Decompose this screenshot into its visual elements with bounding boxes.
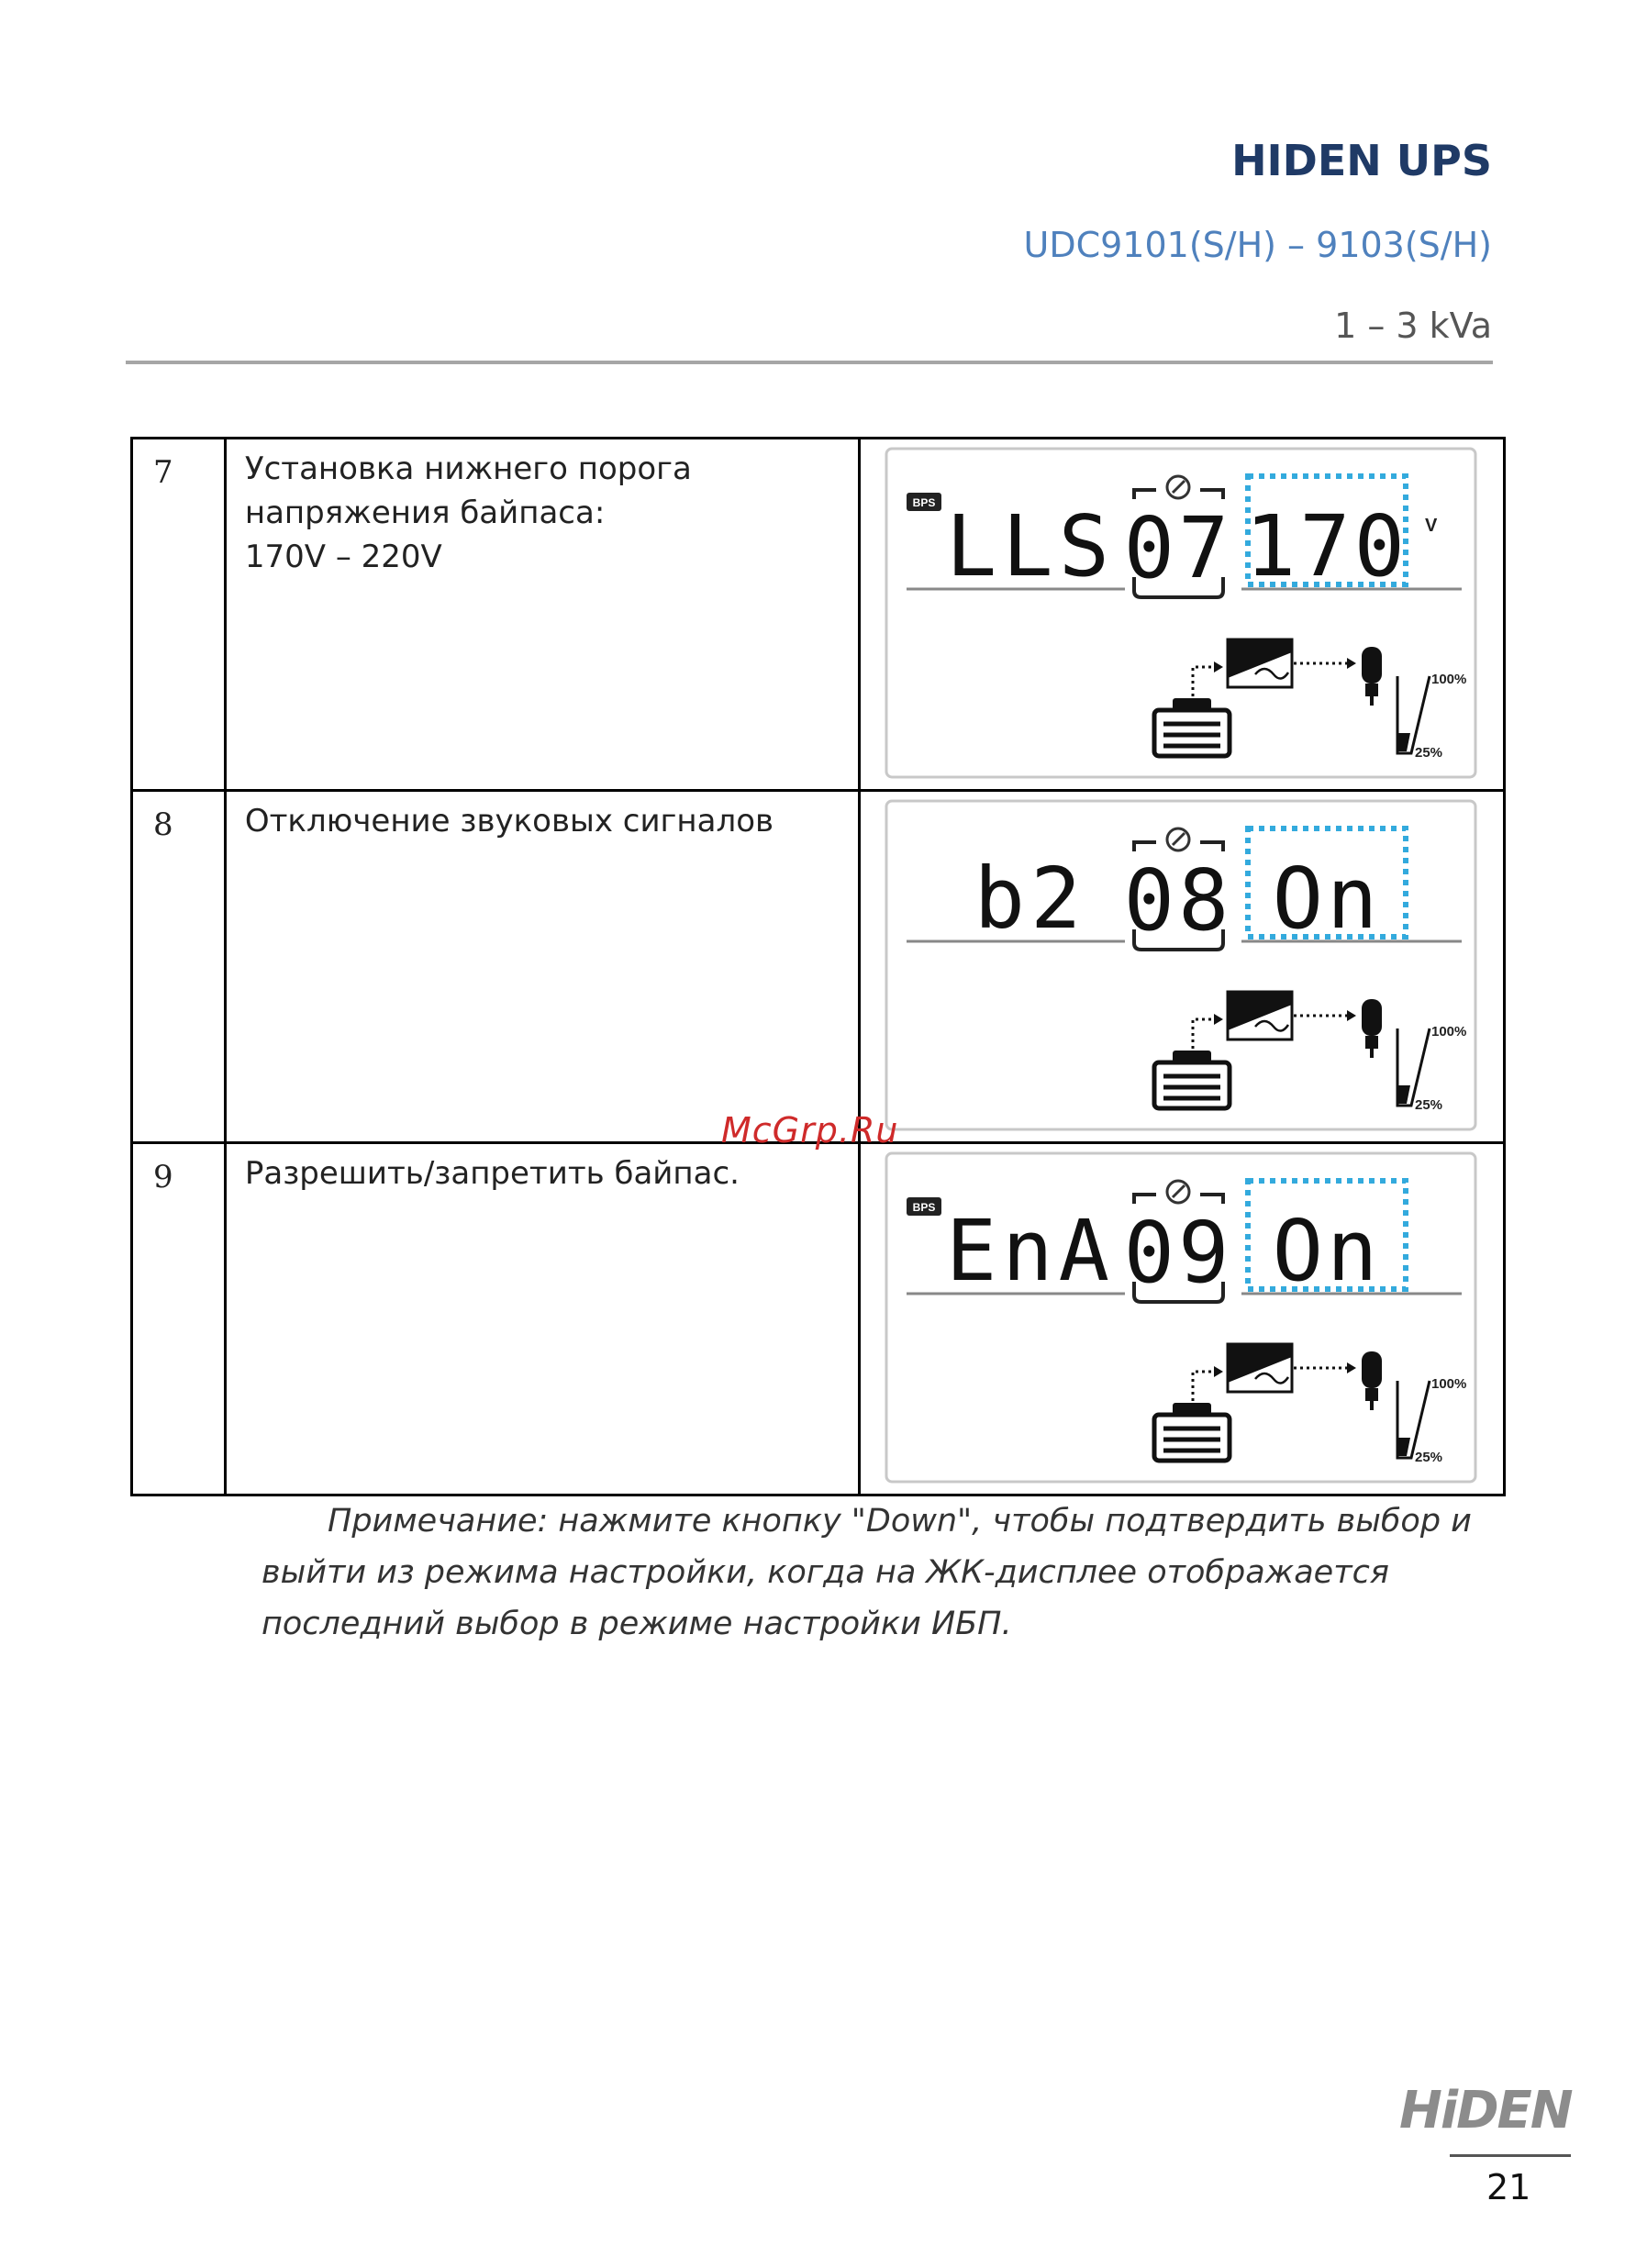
lcd-code: LLS bbox=[945, 497, 1116, 595]
inverter-fill bbox=[1228, 992, 1292, 1030]
flow-arrow bbox=[1214, 1366, 1223, 1377]
gauge-needle bbox=[1173, 481, 1185, 493]
flow-line bbox=[1193, 1019, 1214, 1049]
battery-terminal bbox=[1173, 1051, 1211, 1062]
bulb-base bbox=[1365, 684, 1378, 696]
brand-title: HIDEN UPS bbox=[1231, 136, 1492, 185]
lcd-display bbox=[861, 1144, 1503, 1494]
lcd-value: On bbox=[1272, 850, 1382, 948]
flow-arrow bbox=[1347, 658, 1356, 669]
lcd-display-cell bbox=[859, 791, 1504, 1143]
description-line: 170V – 220V bbox=[244, 539, 442, 575]
row-description bbox=[225, 1143, 859, 1495]
row-number: 9 bbox=[132, 1143, 226, 1495]
header-divider bbox=[126, 361, 1493, 364]
description-line: Установка нижнего порога bbox=[244, 450, 692, 487]
sine-wave bbox=[1255, 1373, 1288, 1384]
page-number: 21 bbox=[1486, 2167, 1531, 2207]
gauge-needle bbox=[1173, 833, 1185, 845]
bulb-base bbox=[1365, 1388, 1378, 1401]
table-row bbox=[132, 439, 1505, 791]
bulb-icon bbox=[1362, 647, 1382, 684]
load-min-label: 25% bbox=[1414, 1097, 1443, 1113]
inverter-fill bbox=[1228, 1344, 1292, 1383]
load-max-label: 100% bbox=[1430, 1376, 1467, 1392]
flow-arrow bbox=[1347, 1362, 1356, 1373]
sine-wave bbox=[1255, 669, 1288, 679]
battery-terminal bbox=[1173, 698, 1211, 710]
power-range: 1 – 3 kVa bbox=[1334, 306, 1492, 346]
note-line: последний выбор в режиме настройки ИБП. bbox=[262, 1606, 1012, 1642]
lcd-value: On bbox=[1272, 1202, 1382, 1300]
lcd-display bbox=[861, 439, 1503, 789]
note-line: выйти из режима настройки, когда на ЖК-дисплее отображается bbox=[262, 1554, 1389, 1591]
bps-label: BPS bbox=[912, 496, 936, 509]
note-line: Примечание: нажмите кнопку "Down", чтобы подтвердить выбор и bbox=[328, 1503, 1472, 1540]
lcd-code: EnA bbox=[945, 1202, 1116, 1300]
load-min-label: 25% bbox=[1414, 1450, 1443, 1465]
lcd-display-cell bbox=[859, 1143, 1504, 1495]
note-paragraph bbox=[262, 1495, 1472, 1650]
battery-terminal bbox=[1173, 1403, 1211, 1415]
bulb-icon bbox=[1362, 1351, 1382, 1388]
row-number: 8 bbox=[132, 791, 226, 1143]
row-number: 7 bbox=[132, 439, 226, 791]
settings-table bbox=[130, 437, 1506, 1496]
sine-wave bbox=[1255, 1021, 1288, 1031]
description-line: Разрешить/запретить байпас. bbox=[244, 1155, 740, 1192]
lcd-index: 08 bbox=[1123, 851, 1233, 950]
load-level bbox=[1398, 1438, 1410, 1456]
bulb-base bbox=[1365, 1036, 1378, 1049]
load-min-label: 25% bbox=[1414, 745, 1443, 761]
model-range: UDC9101(S/H) – 9103(S/H) bbox=[1023, 225, 1492, 265]
lcd-index: 09 bbox=[1123, 1204, 1233, 1302]
load-max-label: 100% bbox=[1430, 672, 1467, 687]
table-row bbox=[132, 791, 1505, 1143]
flow-line bbox=[1193, 1372, 1214, 1401]
lcd-display bbox=[861, 792, 1503, 1141]
lcd-code: b2 bbox=[974, 850, 1087, 948]
description-line: Отключение звуковых сигналов bbox=[244, 803, 774, 839]
lcd-display-cell bbox=[859, 439, 1504, 791]
load-level bbox=[1398, 733, 1410, 751]
footer-divider bbox=[1450, 2154, 1571, 2157]
load-max-label: 100% bbox=[1430, 1024, 1467, 1040]
footer-logo: HiDEN bbox=[1399, 2081, 1572, 2140]
load-level bbox=[1398, 1085, 1410, 1104]
row-description bbox=[225, 791, 859, 1143]
table-row bbox=[132, 1143, 1505, 1495]
unit-label: V bbox=[1424, 516, 1438, 536]
flow-line bbox=[1193, 667, 1214, 696]
bps-label: BPS bbox=[912, 1201, 936, 1214]
watermark: McGrp.Ru bbox=[721, 1110, 899, 1151]
row-description bbox=[225, 439, 859, 791]
inverter-fill bbox=[1228, 639, 1292, 678]
bulb-icon bbox=[1362, 999, 1382, 1036]
gauge-needle bbox=[1173, 1185, 1185, 1197]
flow-arrow bbox=[1214, 662, 1223, 673]
flow-arrow bbox=[1347, 1010, 1356, 1021]
description-line: напряжения байпаса: bbox=[244, 495, 606, 531]
flow-arrow bbox=[1214, 1014, 1223, 1025]
lcd-index: 07 bbox=[1123, 499, 1233, 597]
lcd-value: 170 bbox=[1244, 497, 1409, 595]
